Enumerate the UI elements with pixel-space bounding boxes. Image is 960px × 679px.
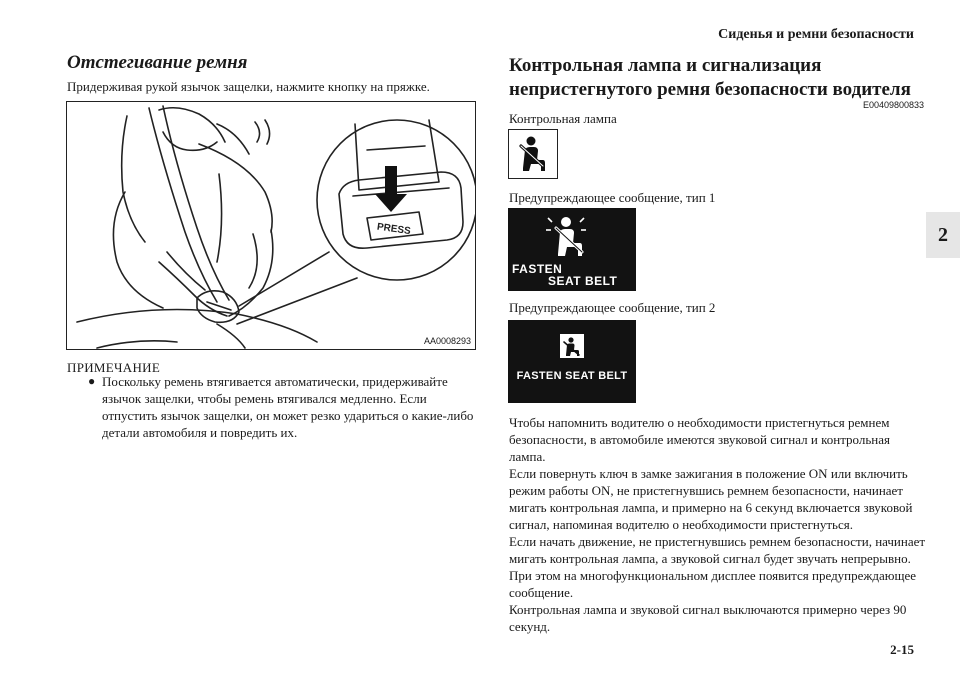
note-text: Поскольку ремень втягивается автоматически, придерживайте язычок защелки, чтобы ремень втягивался медленно. Если отпустить язычок защелки, он может резко удариться о какие-либо детали автомобиля и повредить их. [102, 374, 474, 440]
note-bullet: ● [88, 374, 96, 388]
section-title-line-1: Контрольная лампа и сигнализация [509, 55, 822, 76]
press-button-label: PRESS [376, 221, 412, 238]
body-text [509, 414, 929, 635]
warning-type-1-text-line-1: FASTEN [512, 262, 563, 276]
belt-release-illustration [66, 101, 476, 350]
body-paragraph: Контрольная лампа и звуковой сигнал выключаются примерно через 90 секунд. [509, 602, 907, 634]
page-number: 2-15 [890, 642, 914, 657]
seatbelt-icon-small [508, 320, 636, 366]
warning-screen-type-1 [508, 208, 636, 291]
body-paragraph: Чтобы напомнить водителю о необходимости пристегнуться ремнем безопасности, в автомобиле имеются звуковой сигнал и контрольная лампа. [509, 415, 890, 464]
section-title-unfasten: Отстегивание ремня [67, 52, 248, 73]
running-header: Сиденья и ремни безопасности [718, 27, 914, 42]
warning-type-1-text-line-2: SEAT BELT [548, 274, 618, 288]
section-title-seatbelt-warning [509, 54, 919, 102]
section-intro: Придерживая рукой язычок защелки, нажмите кнопку на пряжке. [67, 79, 430, 94]
illustration-code: AA0008293 [423, 336, 471, 346]
lamp-label: Контрольная лампа [509, 111, 617, 126]
seatbelt-warning-lamp-icon [508, 129, 558, 179]
seatbelt-person-icon [508, 208, 636, 264]
warning-screen-type-2 [508, 320, 636, 403]
warning-type-2-label: Предупреждающее сообщение, тип 2 [509, 300, 716, 315]
document-code: E00409800833 [863, 100, 925, 110]
warning-type-1-label: Предупреждающее сообщение, тип 1 [509, 190, 716, 205]
chapter-tab: 2 [926, 212, 960, 258]
body-paragraph: Если повернуть ключ в замке зажигания в положение ON или включить режим работы ON, не пристегнувшись ремнем безопасности, начинает мигать контрольная лампа, и примерно на 6 секунд включается звуковой сигнал, напоминая водителю о необходимости пристегнуться. [509, 466, 913, 532]
section-title-line-2: непристегнутого ремня безопасности водителя [509, 79, 911, 100]
warning-type-2-text: FASTEN SEAT BELT [516, 370, 628, 382]
note-heading: ПРИМЕЧАНИЕ [67, 360, 161, 375]
belt-release-drawing [67, 102, 475, 349]
body-paragraph: Если начать движение, не пристегнувшись ремнем безопасности, начинает мигать контрольная лампа, а звуковой сигнал будет звучать непрерывно. При этом на многофункциональном дисплее появится предупреждающее сообщение. [509, 534, 926, 600]
